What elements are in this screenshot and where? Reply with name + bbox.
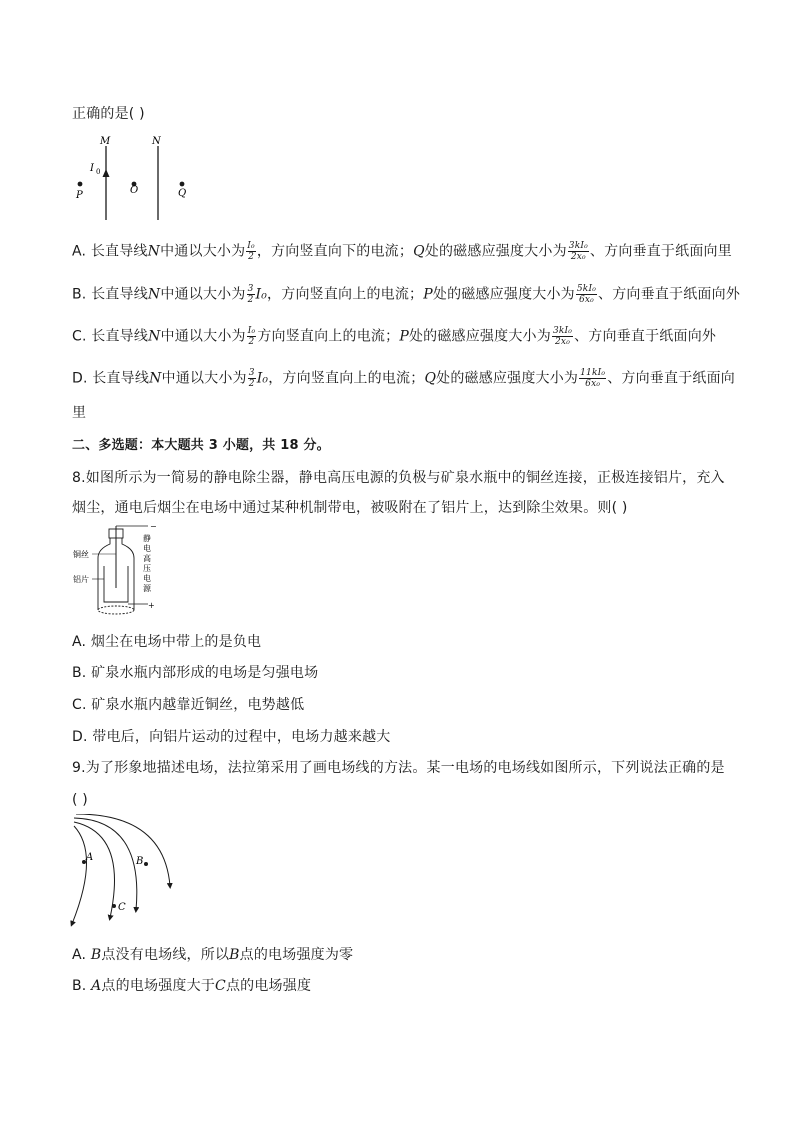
label-i0-sub: 0 xyxy=(96,168,101,176)
q9-figure xyxy=(66,814,186,932)
fraction: $\frac{\text{5kI₀}}{\text{6x₀}}$ xyxy=(576,284,597,305)
point-c xyxy=(112,904,116,908)
label-copper: 铜丝 xyxy=(73,550,89,559)
label-c: C xyxy=(118,902,126,913)
q7-option-c: C. 长直导线N中通以大小为 $\frac{\text{I₀}}{2}$ 方向竖直向上的电流；P处的磁感应强度大小为 $\frac{\text{3kI₀}}{\text{2x₀}}$ 、方向垂直于纸面向外 xyxy=(72,326,717,347)
label-minus: − xyxy=(150,524,157,531)
svg-text:压: 压 xyxy=(143,564,151,573)
svg-text:源: 源 xyxy=(143,584,151,593)
fraction: $\frac{3}{2}$ xyxy=(247,284,254,305)
field-line xyxy=(72,826,87,924)
q8-stem-line1: 8.如图所示为一简易的静电除尘器，静电高压电源的负极与矿泉水瓶中的铜丝连接，正极连接铝片，充入 xyxy=(72,470,725,486)
q7-stem-tail: 正确的是( ) xyxy=(72,106,145,122)
label-plus: + xyxy=(148,601,155,610)
label-m: M xyxy=(100,136,111,147)
point-p xyxy=(78,182,83,187)
label-p: P xyxy=(76,190,83,201)
field-line xyxy=(76,814,170,886)
fraction: $\frac{3}{2}$ xyxy=(248,368,255,389)
field-line xyxy=(74,822,115,918)
label-i0: I xyxy=(90,163,94,174)
label-a: A xyxy=(86,852,94,863)
field-line xyxy=(74,818,137,910)
svg-text:静: 静 xyxy=(143,534,151,543)
label-source xyxy=(143,533,152,593)
q9-option-a: A. B点没有电场线，所以B点的电场强度为零 xyxy=(72,947,354,963)
q8-option-c: C. 矿泉水瓶内越靠近铜丝，电势越低 xyxy=(72,697,305,713)
q8-option-d: D. 带电后，向铝片运动的过程中，电场力越来越大 xyxy=(72,729,391,745)
label-b: B xyxy=(136,856,144,867)
fraction: $\frac{\text{11kI₀}}{\text{6x₀}}$ xyxy=(580,368,606,389)
point-b xyxy=(144,862,148,866)
q9-stem-line2: ( ) xyxy=(72,792,88,808)
svg-text:电: 电 xyxy=(143,544,151,553)
q7-figure xyxy=(70,132,210,224)
q7-option-d: D. 长直导线N中通以大小为 $\frac{3}{2}$ I₀，方向竖直向上的电流；Q处的磁感应强度大小为 $\frac{\text{11kI₀}}{\text{6x₀}}$ 、方向垂直于纸面向 xyxy=(72,368,736,389)
point-q xyxy=(180,182,185,187)
fraction: $\frac{\text{3kI₀}}{\text{2x₀}}$ xyxy=(568,241,588,262)
q7-option-b: B. 长直导线N中通以大小为 $\frac{3}{2}$ I₀，方向竖直向上的电流；P处的磁感应强度大小为 $\frac{\text{5kI₀}}{\text{6x₀}}$ 、方向垂直于纸面向外 xyxy=(72,284,741,305)
q8-stem-line2: 烟尘，通电后烟尘在电场中通过某种机制带电，被吸附在了铝片上，达到除尘效果。则( ) xyxy=(72,500,628,516)
q8-figure xyxy=(70,524,170,618)
q7-option-d-wrap: 里 xyxy=(72,405,87,421)
q7-option-a: A. 长直导线N中通以大小为 $\frac{\text{I₀}}{2}$ ，方向竖直向下的电流；Q处的磁感应强度大小为 $\frac{\text{3kI₀}}{\text{2x₀}}$ 、方向垂直于纸面向里 xyxy=(72,241,732,262)
label-q: Q xyxy=(178,188,187,199)
label-aluminum: 铝片 xyxy=(73,575,89,584)
q8-option-a: A. 烟尘在电场中带上的是负电 xyxy=(72,634,262,650)
label-o: O xyxy=(130,185,139,196)
current-arrow-icon xyxy=(103,169,110,177)
label-n: N xyxy=(152,136,161,147)
fraction: $\frac{\text{I₀}}{2}$ xyxy=(247,241,255,262)
q9-stem-line1: 9.为了形象地描述电场，法拉第采用了画电场线的方法。某一电场的电场线如图所示，下列说法正确的是 xyxy=(72,760,725,776)
q8-option-b: B. 矿泉水瓶内部形成的电场是匀强电场 xyxy=(72,665,319,681)
section-title: 二、多选题：本大题共 3 小题，共 18 分。 xyxy=(72,438,330,453)
svg-text:电: 电 xyxy=(143,574,151,583)
q9-option-b: B. A点的电场强度大于C点的电场强度 xyxy=(72,978,312,994)
fraction: $\frac{\text{3kI₀}}{\text{2x₀}}$ xyxy=(552,326,573,347)
svg-text:高: 高 xyxy=(143,554,151,563)
fraction: $\frac{\text{I₀}}{2}$ xyxy=(247,326,256,347)
